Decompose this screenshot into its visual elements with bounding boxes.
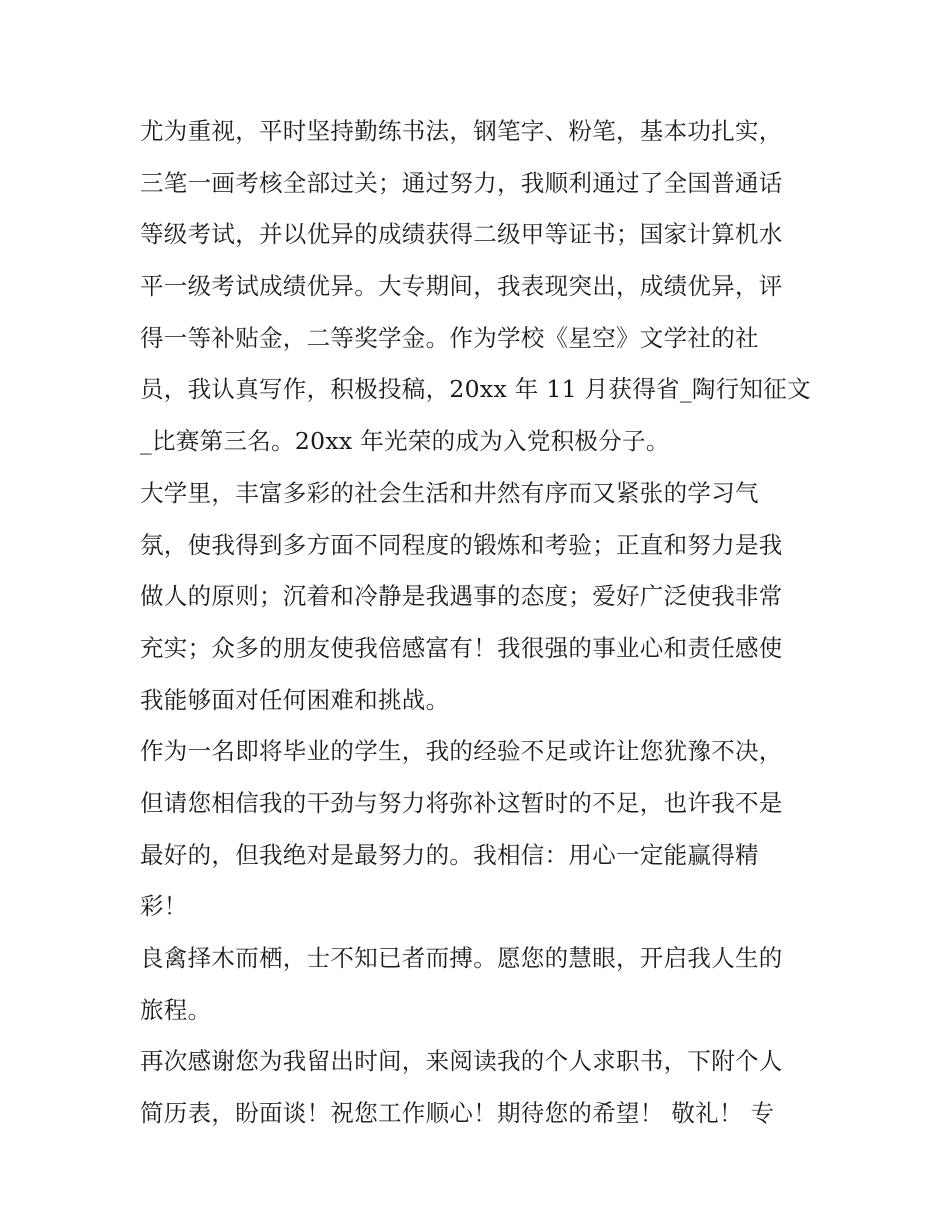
text-line: 彩！ bbox=[140, 892, 188, 921]
text-line: 最好的，但我绝对是最努力的。我相信：用心一定能赢得精 bbox=[140, 840, 759, 869]
text-line: 等级考试，并以优异的成绩获得二级甲等证书；国家计算机水 bbox=[140, 220, 783, 249]
text-line: 但请您相信我的干劲与努力将弥补这暂时的不足，也许我不是 bbox=[140, 788, 783, 817]
text-line: 再次感谢您为我留出时间，来阅读我的个人求职书，下附个人 bbox=[140, 1047, 783, 1076]
text-line: 平一级考试成绩优异。大专期间，我表现突出，成绩优异，评 bbox=[140, 272, 783, 301]
text-line: 简历表，盼面谈！祝您工作顺心！期待您的希望！ 敬礼！ 专 bbox=[140, 1099, 775, 1128]
text-line: _比赛第三名。20xx 年光荣的成为入党积极分子。 bbox=[140, 427, 670, 456]
text-line: 尤为重视，平时坚持勤练书法，钢笔字、粉笔，基本功扎实， bbox=[140, 117, 783, 145]
text-line: 氛，使我得到多方面不同程度的锻炼和考验；正直和努力是我 bbox=[140, 530, 783, 559]
text-line: 员，我认真写作，积极投稿，20xx 年 11 月获得省_陶行知征文 bbox=[140, 375, 811, 404]
text-line: 大学里，丰富多彩的社会生活和井然有序而又紧张的学习气 bbox=[140, 478, 759, 507]
text-line: 旅程。 bbox=[140, 995, 212, 1024]
text-line: 做人的原则；沉着和冷静是我遇事的态度；爱好广泛使我非常 bbox=[140, 582, 783, 611]
document-body bbox=[140, 106, 820, 1140]
text-line: 得一等补贴金，二等奖学金。作为学校《星空》文学社的社 bbox=[140, 323, 759, 352]
text-line: 良禽择木而栖，士不知已者而搏。愿您的慧眼，开启我人生的 bbox=[140, 944, 783, 972]
text-line: 三笔一画考核全部过关；通过努力，我顺利通过了全国普通话 bbox=[140, 168, 783, 197]
text-line: 作为一名即将毕业的学生，我的经验不足或许让您犹豫不决， bbox=[140, 737, 783, 766]
text-line: 我能够面对任何困难和挑战。 bbox=[140, 685, 450, 714]
text-line: 充实；众多的朋友使我倍感富有！我很强的事业心和责任感使 bbox=[140, 633, 783, 662]
